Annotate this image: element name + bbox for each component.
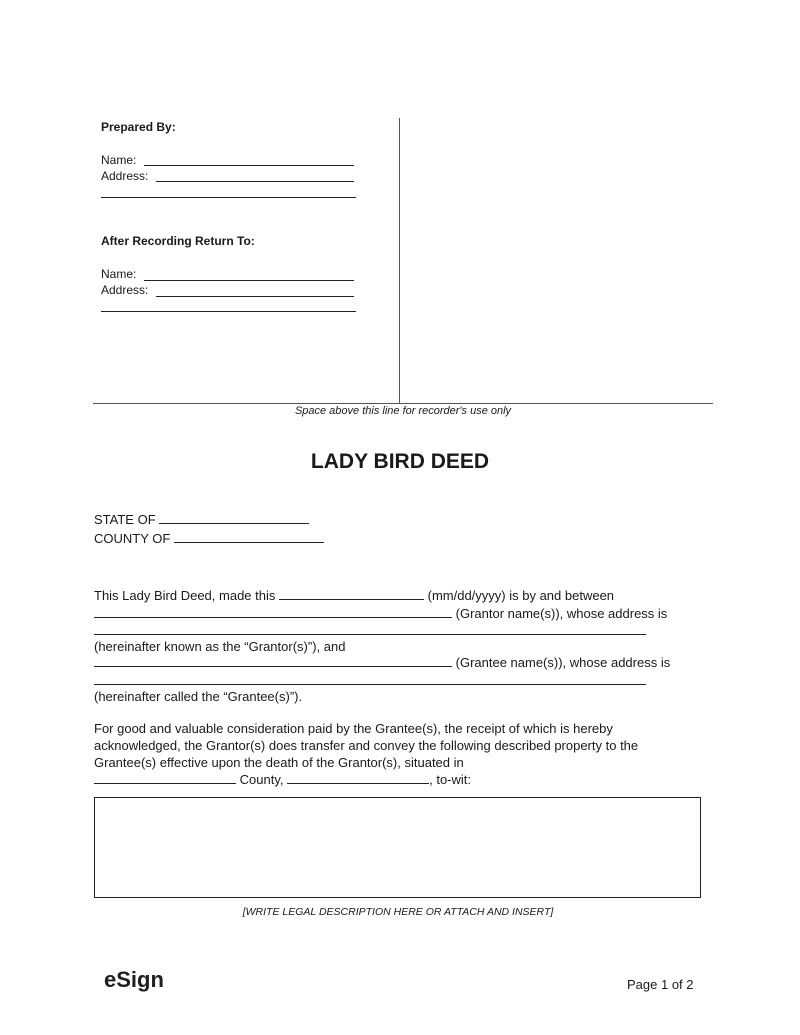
county-field[interactable]: [174, 531, 324, 543]
grantee-address-line[interactable]: [94, 684, 646, 685]
recorder-vertical-divider: [399, 118, 400, 403]
grantor-hereinafter: (hereinafter known as the “Grantor(s)”), and: [94, 639, 346, 654]
return-to-address-label: Address:: [101, 283, 149, 297]
date-field[interactable]: [279, 588, 424, 600]
consideration-line-2: acknowledged, the Grantor(s) does transfer and convey the following described property to the: [94, 738, 639, 753]
page-title: LADY BIRD DEED: [310, 450, 490, 473]
prepared-by-address-label: Address:: [101, 169, 149, 183]
prepared-by-name-label: Name:: [101, 153, 137, 167]
county-word: County,: [239, 772, 284, 787]
recorder-note: Space above this line for recorder's use only: [294, 405, 512, 417]
prepared-by-heading: Prepared By:: [101, 120, 176, 134]
consideration-line-3: Grantee(s) effective upon the death of the Grantor(s), situated in: [94, 755, 464, 770]
state-field[interactable]: [159, 512, 309, 524]
legal-description-box[interactable]: [94, 797, 701, 898]
county-label: COUNTY OF: [94, 531, 171, 546]
legal-description-note: [WRITE LEGAL DESCRIPTION HERE OR ATTACH AND INSERT]: [242, 906, 554, 918]
grantor-suffix: (Grantor name(s)), whose address is: [455, 606, 668, 621]
prepared-by-name-line[interactable]: [144, 165, 354, 166]
consideration-line-1: For good and valuable consideration paid by the Grantee(s), the receipt of which is hereby: [94, 721, 613, 736]
return-to-heading: After Recording Return To:: [101, 234, 255, 248]
intro-start: This Lady Bird Deed, made this: [94, 588, 276, 603]
esign-logo: eSign: [104, 967, 164, 992]
prepared-by-address-line[interactable]: [156, 181, 354, 182]
recorder-horizontal-divider: [93, 403, 713, 404]
return-to-address-line[interactable]: [156, 296, 354, 297]
return-to-address-line-2[interactable]: [101, 311, 356, 312]
return-to-name-line[interactable]: [144, 280, 354, 281]
to-wit: to-wit:: [436, 772, 472, 787]
intro-end: (mm/dd/yyyy) is by and between: [427, 588, 615, 603]
grantor-name-field[interactable]: [94, 606, 452, 618]
return-to-name-label: Name:: [101, 267, 137, 281]
grantee-hereinafter: (hereinafter called the “Grantee(s)”).: [94, 689, 303, 704]
grantor-address-line[interactable]: [94, 634, 646, 635]
situated-in-field[interactable]: [94, 772, 236, 784]
state-label: STATE OF: [94, 512, 156, 527]
prepared-by-address-line-2[interactable]: [101, 197, 356, 198]
page-number: Page 1 of 2: [627, 977, 694, 992]
grantee-name-field[interactable]: [94, 655, 452, 667]
grantee-suffix: (Grantee name(s)), whose address is: [455, 655, 671, 670]
state-situated-field[interactable]: [287, 772, 429, 784]
